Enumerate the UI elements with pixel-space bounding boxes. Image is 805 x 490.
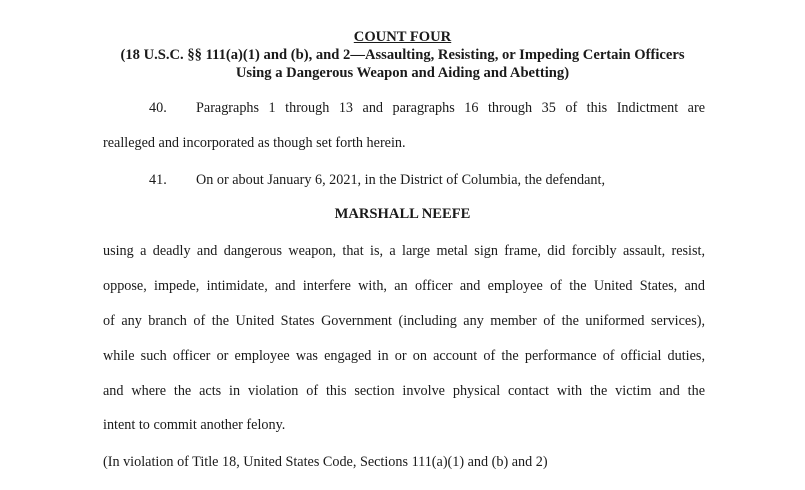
count-title: COUNT FOUR [353,29,452,45]
paragraph-40-line-1: Paragraphs 1 through 13 and paragraphs 16 through 35 of this Indictment are [196,100,705,116]
body-line-6: intent to commit another felony. [103,417,286,433]
paragraph-number-40: 40. [149,100,167,116]
paragraph-41-line-1: On or about January 6, 2021, in the District of Columbia, the defendant, [196,172,605,188]
body-line-5: and where the acts in violation of this section involve physical contact with the victim and the [103,383,705,399]
body-line-4: while such officer or employee was engaged in or on account of the performance of official duties, [103,348,705,364]
body-line-3: of any branch of the United States Government (including any member of the uniformed services), [103,313,705,329]
paragraph-40-line-2: realleged and incorporated as though set forth herein. [103,135,406,151]
defendant-name: MARSHALL NEEFE [334,206,471,222]
statute-heading-line-2: Using a Dangerous Weapon and Aiding and Abetting) [235,65,570,81]
paragraph-number-41: 41. [149,172,167,188]
statute-heading-line-1: (18 U.S.C. §§ 111(a)(1) and (b), and 2—Assaulting, Resisting, or Impeding Certain Officers [120,47,685,63]
body-line-2: oppose, impede, intimidate, and interfere with, an officer and employee of the United States, and [103,278,705,294]
body-line-1: using a deadly and dangerous weapon, that is, a large metal sign frame, did forcibly assault, resist, [103,243,705,259]
violation-note: (In violation of Title 18, United States Code, Sections 111(a)(1) and (b) and 2) [103,454,548,470]
